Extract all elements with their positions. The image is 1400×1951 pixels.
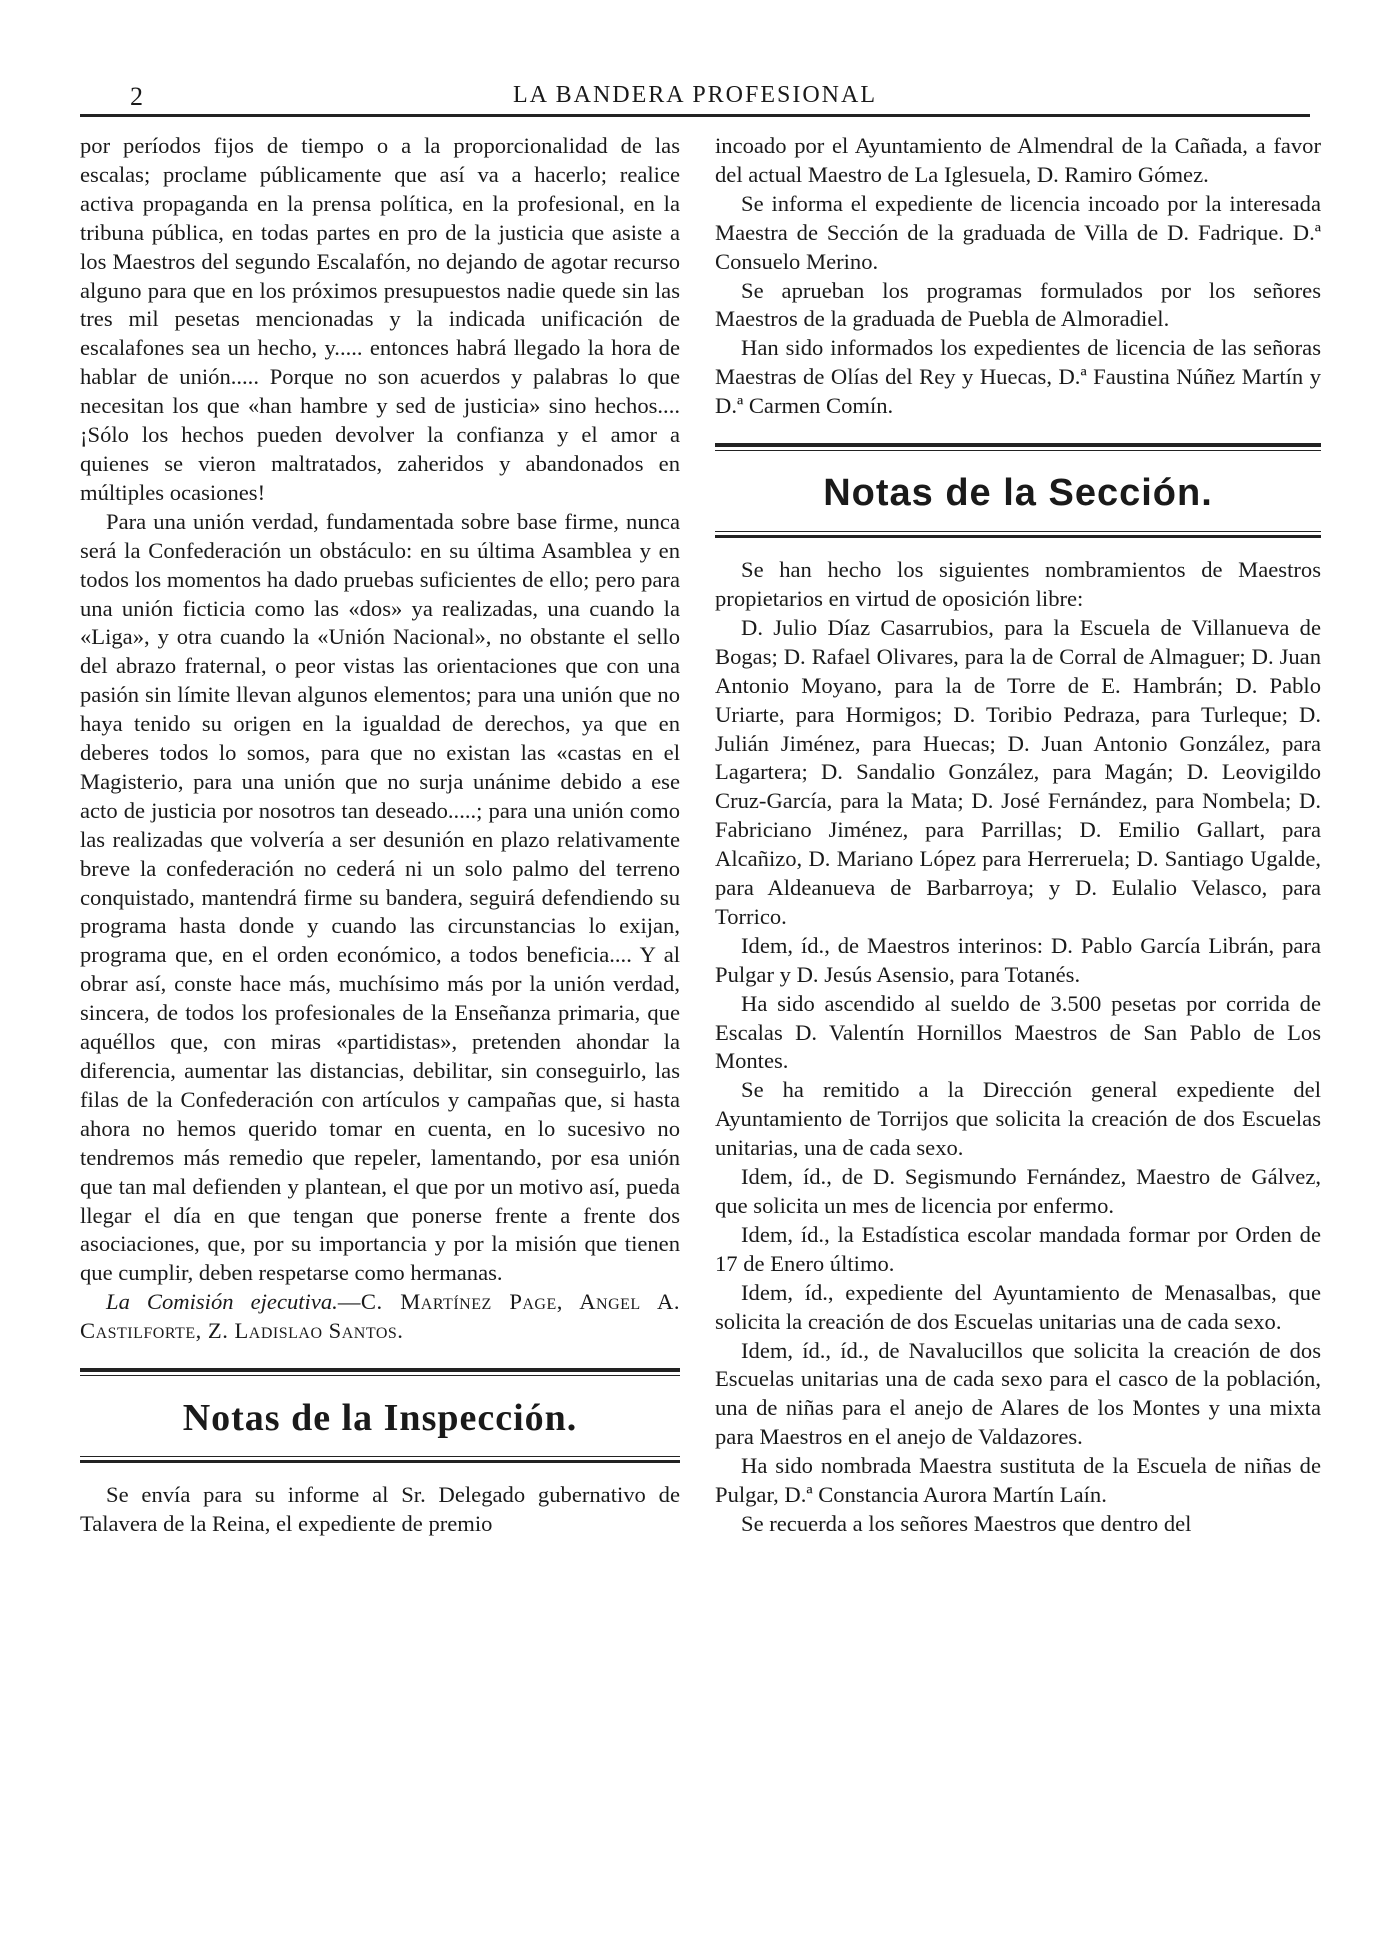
left-column (80, 132, 680, 1539)
divider (715, 531, 1321, 532)
divider (80, 1375, 680, 1376)
section-paragraph: Idem, íd., de Maestros interinos: D. Pablo García Librán, para Pulgar y D. Jesús Asensio, para Totanés. (715, 932, 1321, 987)
section-paragraph: Se aprueban los programas formulados por los señores Maestros de la graduada de Puebla de Almoradiel. (715, 277, 1321, 332)
section-paragraph: Idem, íd., la Estadística escolar mandada formar por Orden de 17 de Enero último. (715, 1221, 1321, 1276)
article-signature (80, 1288, 680, 1346)
page-header (80, 82, 1310, 112)
section-paragraph: Idem, íd., íd., de Navalucillos que solicita la creación de dos Escuelas unitarias una de cada sexo para el casco de la población, una de niñas para el anejo de Alares de los Montes y una mixta para Maestros en el anejo de Valdazores. (715, 1337, 1321, 1450)
divider (715, 450, 1321, 451)
section-paragraph: Se envía para su informe al Sr. Delegado gubernativo de Talavera de la Reina, el expediente de premio (80, 1482, 680, 1536)
inspection-section-heading (80, 1368, 680, 1463)
divider (80, 1456, 680, 1457)
section-paragraph: Ha sido nombrada Maestra sustituta de la Escuela de niñas de Pulgar, D.ª Constancia Aurora Martín Laín. (715, 1453, 1321, 1508)
section-title: Notas de la Sección. (823, 472, 1213, 515)
divider (80, 1460, 680, 1463)
section-paragraph: Se ha remitido a la Dirección general expediente del Ayuntamiento de Torrijos que solicita la creación de dos Escuelas unitarias, una de cada sexo. (715, 1077, 1321, 1161)
divider (715, 535, 1321, 538)
section-paragraph: Se recuerda a los señores Maestros que dentro del (741, 1510, 1192, 1536)
section-paragraph: Han sido informados los expedientes de licencia de las señoras Maestras de Olías del Rey y Huecas, D.ª Faustina Núñez Martín y D.ª Carmen Comín. (715, 335, 1321, 419)
article-paragraph: Para una unión verdad, fundamentada sobre base firme, nunca será la Confederación un obstáculo: en su última Asamblea y en todos los momentos ha dado pruebas suficientes de ello; pero para una unión ficticia como las «dos» ya realizadas, una cuando la «Liga», y otra cuando la «Unión Nacional», no obstante el sello del abrazo fraternal, o peor vistas las orientaciones que con una pasión sin límite llevan algunos elementos; para una unión que no haya tenido su origen en la igualdad de derechos, ya que en deberes todos lo somos, para que no existan las «castas en el Magisterio, para una unión que no surja unánime debido a ese acto de justicia por nosotros tan deseado.....; para una unión como las realizadas que volvería a ser desunión en plazo relativamente breve la confederación no cederá ni un solo palmo del terreno conquistado, mantendrá firme su bandera, seguirá defendiendo su programa hasta donde y cuando las circunstancias lo exijan, programa que, en el orden económico, a todos beneficia.... Y al obrar así, conste hace más, muchísimo más por la unión verdad, sincera, de todos los profesionales de la Enseñanza primaria, que aquéllos que, con miras «partidistas», pretenden ahondar la diferencia, aumentar las distancias, debilitar, sin conseguirlo, las filas de la Confederación con artículos y campañas que, si hasta ahora no hemos querido tomar en cuenta, en lo sucesivo no tendremos más remedio que repeler, lamentando, por esa unión que tan mal defienden y plantean, el que por un motivo así, pueda llegar el día en que tengan que ponerse frente a frente dos asociaciones, que, por su importancia y por la misión que tienen que cumplir, deben respetarse como hermanas. (80, 508, 680, 1286)
page-number: 2 (130, 82, 143, 111)
signature-names: —C. Martínez Page, Angel A. Castilforte, Z. Ladislao Santos. (80, 1289, 680, 1344)
section-paragraph: D. Julio Díaz Casarrubios, para la Escuela de Villanueva de Bogas; D. Rafael Olivares, para la de Corral de Almaguer; D. Juan Antonio Moyano, para la de Torre de E. Hambrán; D. Pablo Uriarte, para Hormigos; D. Toribio Pedraza, para Turleque; D. Julián Jiménez, para Huecas; D. Juan Antonio González, para Lagartera; D. Sandalio González, para Magán; D. Leovigildo Cruz-García, para la Mata; D. José Fernández, para Nombela; D. Fabriciano Jiménez, para Parrillas; D. Emilio Gallart, para Alcañizo, D. Mariano López para Herreruela; D. Santiago Ugalde, para Aldeanueva de Barbarroya; y D. Eulalio Velasco, para Torrico. (715, 614, 1321, 929)
header-rule (80, 114, 1310, 117)
right-column (715, 132, 1321, 1539)
section-title: Notas de la Inspección. (182, 1397, 578, 1440)
section-paragraph: Se han hecho los siguientes nombramientos de Maestros propietarios en virtud de oposición libre: (715, 557, 1321, 611)
divider (80, 1368, 680, 1372)
divider (715, 443, 1321, 447)
newspaper-title: LA BANDERA PROFESIONAL (512, 82, 878, 108)
section-notes-heading (715, 443, 1321, 538)
signature-label: La Comisión ejecutiva. (106, 1289, 338, 1315)
article-paragraph: por períodos fijos de tiempo o a la proporcionalidad de las escalas; proclame públicamente que así va a hacerlo; realice activa propaganda en la prensa política, en la profesional, en la tribuna pública, en todas partes en pro de la justicia que asiste a los Maestros del segundo Escalafón, no dejando de agotar recurso alguno para que en los próximos presupuestos nadie quede sin las tres mil pesetas mencionadas y la indicada unificación de escalafones sea un hecho, y..... entonces habrá llegado la hora de hablar de unión..... Porque no son acuerdos y palabras lo que necesitan los que «han hambre y sed de justicia» sino hechos.... ¡Sólo los hechos pueden devolver la confianza y el amor a quienes se vieron maltratados, zaheridos y abandonados en múltiples ocasiones! (80, 133, 680, 505)
section-paragraph: Idem, íd., de D. Segismundo Fernández, Maestro de Gálvez, que solicita un mes de licencia por enfermo. (715, 1164, 1321, 1218)
section-paragraph: Idem, íd., expediente del Ayuntamiento de Menasalbas, que solicita la creación de dos Escuelas unitarias una de cada sexo. (715, 1279, 1321, 1334)
section-paragraph: Ha sido ascendido al sueldo de 3.500 pesetas por corrida de Escalas D. Valentín Hornillos Maestros de San Pablo de Los Montes. (715, 990, 1321, 1074)
section-paragraph: Se informa el expediente de licencia incoado por la interesada Maestra de Sección de la graduada de Villa de D. Fadrique. D.ª Consuelo Merino. (715, 190, 1321, 274)
section-paragraph: incoado por el Ayuntamiento de Almendral de la Cañada, a favor del actual Maestro de La Iglesuela, D. Ramiro Gómez. (715, 133, 1321, 187)
